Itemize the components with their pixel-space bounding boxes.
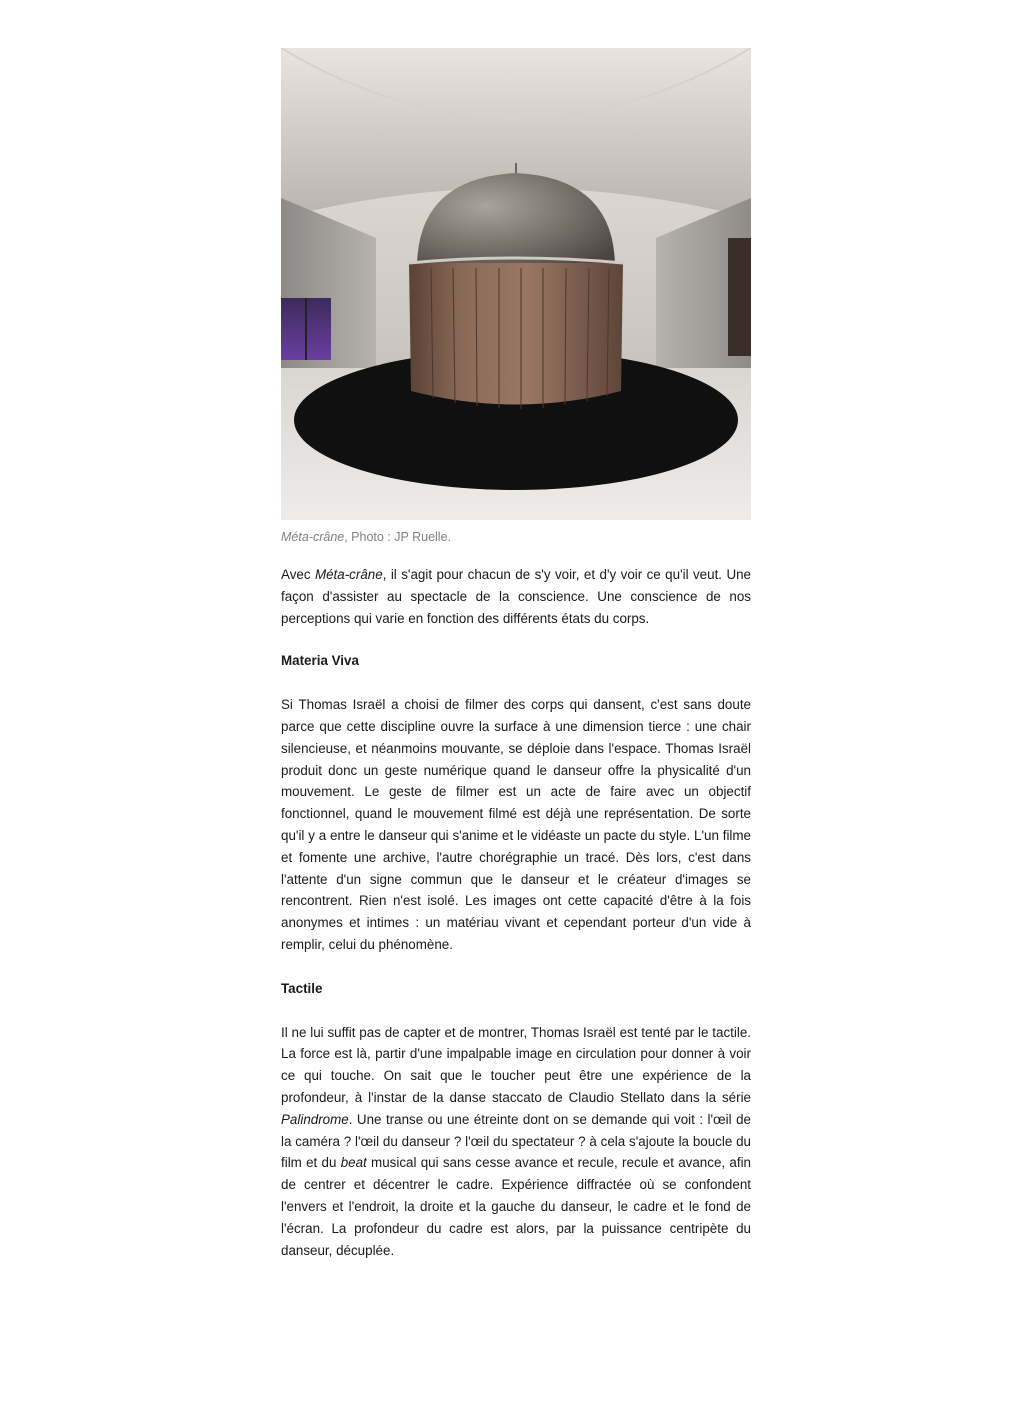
materia-viva-paragraph: Si Thomas Israël a choisi de filmer des corps qui dansent, c'est sans doute parce que cette discipline ouvre la surface à une dimension tierce : une chair silencieuse, et néanmoins mouvante, se déploie dans l'espace. Thomas Israël produit donc un geste numérique quand le danseur offre la physicalité d'un mouvement. Le geste de filmer est un acte de faire avec un objectif fonctionnel, quand le mouvement filmé est déjà une représentation. De sorte qu'il y a entre le danseur qui s'anime et le vidéaste un pacte du style. L'un filme et fomente une archive, l'autre chorégraphie un tracé. Dès lors, c'est dans l'attente d'un signe commun que le danseur et le créateur d'images se rencontrent. Rien n'est isolé. Les images ont cette capacité d'être à la fois anonymes et intimes : un matériau vivant et cependant porteur d'un vide à remplir, celui du phénomène.: [281, 697, 751, 952]
caption-credit: , Photo : JP Ruelle.: [344, 530, 452, 544]
tactile-paragraph: [281, 1022, 751, 1262]
section-heading-materia-viva: Materia Viva: [281, 653, 359, 669]
intro-text-pre: Avec: [281, 567, 315, 582]
tactile-text-3: musical qui sans cesse avance et recule, recule et avance, afin de centrer et décentrer le cadre. Expérience diffractée où se confondent l'envers et l'endroit, la droite et la gauche du danseur, le cadre et le fond de l'écran. La profondeur du cadre est alors, par la puissance centripète du danseur, décuplée.: [281, 1155, 751, 1258]
photo-caption: [281, 530, 751, 545]
intro-title-em: Méta-crâne: [314, 567, 383, 582]
intro-paragraph: [281, 564, 751, 629]
section-heading-tactile: Tactile: [281, 980, 323, 996]
installation-photo: [281, 48, 751, 520]
tactile-em-palindrome: Palindrome: [281, 1111, 349, 1127]
meta-crane-photo-image: [281, 48, 751, 520]
tactile-text-1: Il ne lui suffit pas de capter et de montrer, Thomas Israël est tenté par le tactile. La force est là, partir d'une impalpable image en circulation pour donner à voir ce qui touche. On sait que le toucher peut être une expérience de la profondeur, à l'instar de la danse staccato de Claudio Stellato dans la série: [281, 1024, 751, 1105]
tactile-text-2: . Une transe ou une étreinte dont on se demande qui voit : l'œil de la caméra ? l'œil du danseur ? l'œil du spectateur ? à cela s'ajoute la boucle du film et du: [281, 1111, 751, 1171]
intro-text-post: , il s'agit pour chacun de s'y voir, et d'y voir ce qu'il veut. Une façon d'assister au spectacle de la conscience. Une conscience de nos perceptions qui varie en fonction des différents états du corps.: [281, 567, 752, 626]
document-page: [281, 48, 751, 1261]
caption-title: Méta-crâne: [281, 530, 345, 544]
tactile-em-beat: beat: [340, 1155, 367, 1171]
